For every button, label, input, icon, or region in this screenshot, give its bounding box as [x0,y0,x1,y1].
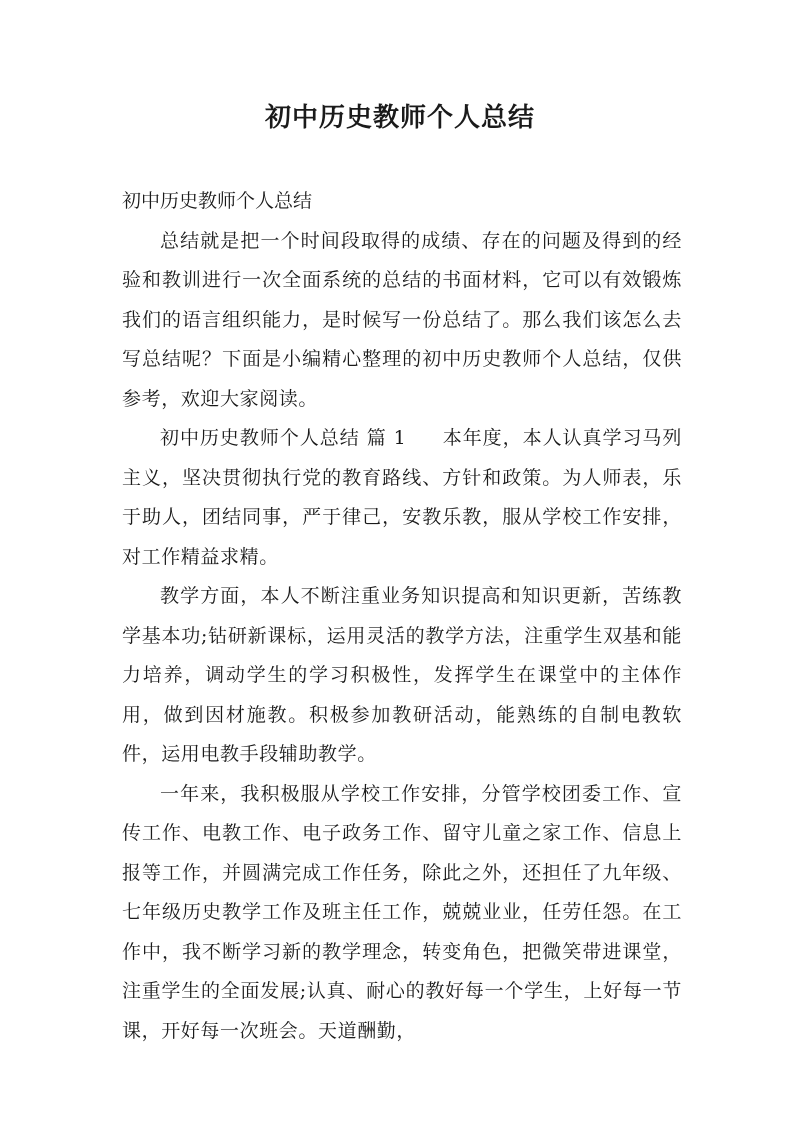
section-1-paragraph [122,419,682,577]
work-paragraph: 一年来，我积极服从学校工作安排，分管学校团委工作、宣传工作、电教工作、电子政务工作、留守儿童之家工作、信息上报等工作，并圆满完成工作任务，除此之外，还担任了九年级、七年级历史教学工作及班主任工作，兢兢业业，任劳任怨。在工作中，我不断学习新的教学理念，转变角色，把微笑带进课堂，注重学生的全面发展;认真、耐心的教好每一个学生，上好每一节课，开好每一次班会。天道酬勤， [122,782,682,1042]
document-body [122,182,682,1051]
intro-paragraph: 总结就是把一个时间段取得的成绩、存在的问题及得到的经验和教训进行一次全面系统的总结的书面材料，它可以有效锻炼我们的语言组织能力，是时候写一份总结了。那么我们该怎么去写总结呢？下面是小编精心整理的初中历史教师个人总结，仅供参考，欢迎大家阅读。 [122,229,682,410]
document-subtitle: 初中历史教师个人总结 [122,190,313,212]
section-1-text: 本年度，本人认真学习马列主义，坚决贯彻执行党的教育路线、方针和政策。为人师表，乐于助人，团结同事，严于律己，安教乐教，服从学校工作安排，对工作精益求精。 [122,427,683,568]
document-title: 初中历史教师个人总结 [264,103,535,133]
teaching-paragraph: 教学方面，本人不断注重业务知识提高和知识更新，苦练教学基本功;钻研新课标，运用灵活的教学方法，注重学生双基和能力培养，调动学生的学习积极性，发挥学生在课堂中的主体作用，做到因材施教。积极参加教研活动，能熟练的自制电教软件，运用电教手段辅助教学。 [122,585,682,765]
section-1-label: 初中历史教师个人总结 篇 1 [160,427,407,449]
